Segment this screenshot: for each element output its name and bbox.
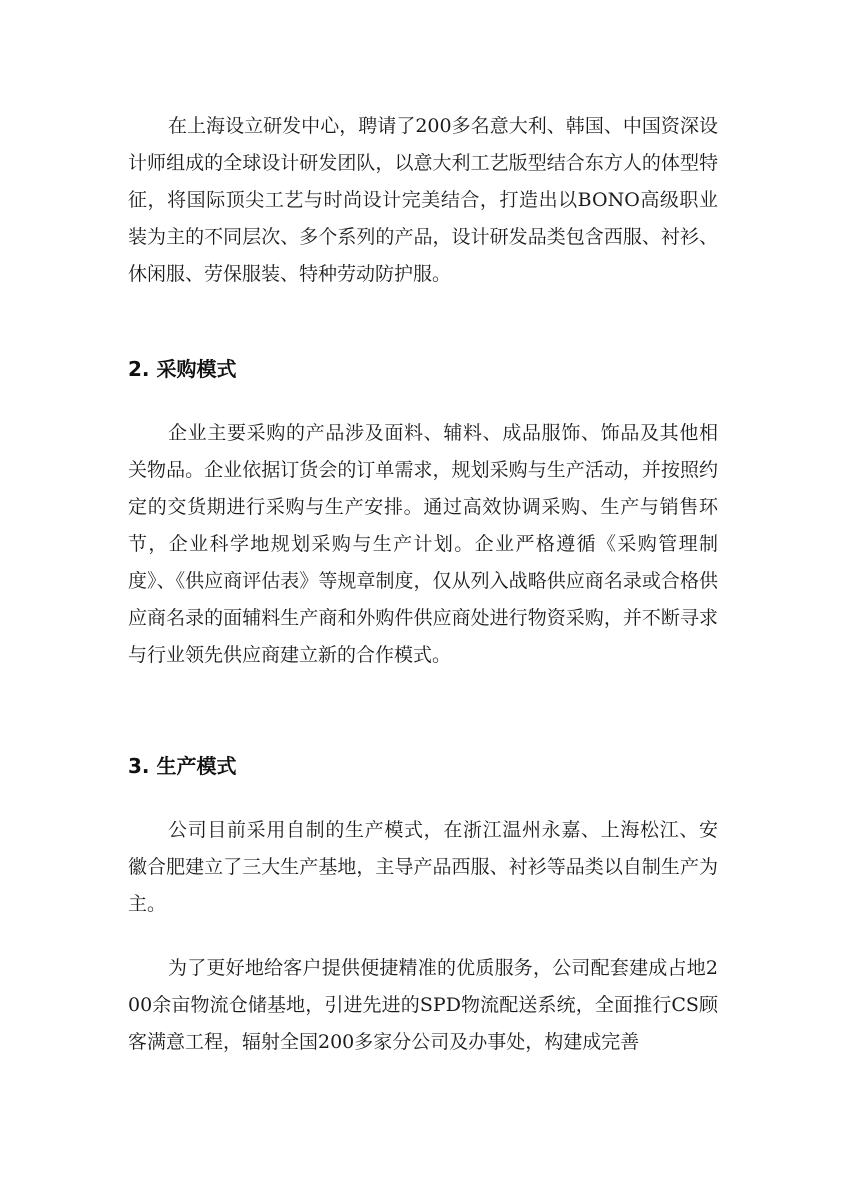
production-paragraph-1: 公司目前采用自制的生产模式，在浙江温州永嘉、上海松江、安徽合肥建立了三大生产基地，主导产品西服、衬衫等品类以自制生产为主。: [128, 819, 718, 915]
section-heading-procurement: 2. 采购模式: [128, 357, 237, 381]
procurement-paragraph: 企业主要采购的产品涉及面料、辅料、成品服饰、饰品及其他相关物品。企业依据订货会的订单需求，规划采购与生产活动，并按照约定的交货期进行采购与生产安排。通过高效协调采购、生产与销售环节，企业科学地规划采购与生产计划。企业严格遵循《采购管理制度》、《供应商评估表》等规章制度，仅从列入战略供应商名录或合格供应商名录的面辅料生产商和外购件供应商处进行物资采购，并不断寻求与行业领先供应商建立新的合作模式。: [128, 422, 718, 666]
section-heading-production: 3. 生产模式: [128, 754, 237, 778]
production-paragraph-2: 为了更好地给客户提供便捷精准的优质服务，公司配套建成占地200余亩物流仓储基地，引进先进的SPD物流配送系统，全面推行CS顾客满意工程，辐射全国200多家分公司及办事处，构建成完善: [128, 957, 718, 1053]
intro-paragraph: 在上海设立研发中心，聘请了200多名意大利、韩国、中国资深设计师组成的全球设计研发团队，以意大利工艺版型结合东方人的体型特征，将国际顶尖工艺与时尚设计完美结合，打造出以BONO高级职业装为主的不同层次、多个系列的产品，设计研发品类包含西服、衬衫、休闲服、劳保服装、特种劳动防护服。: [128, 115, 718, 285]
